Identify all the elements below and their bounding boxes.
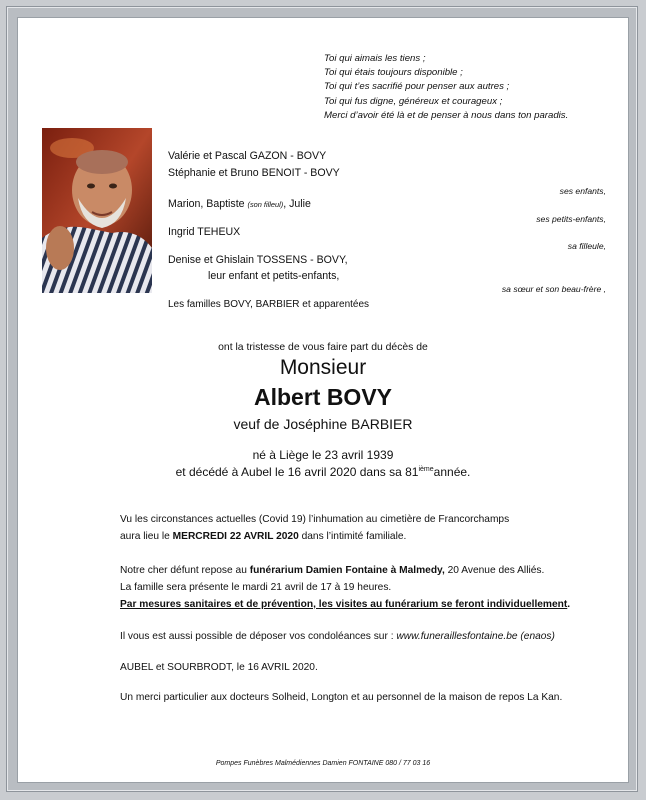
text: Notre cher défunt repose au [120, 565, 250, 576]
family-line: Les familles BOVY, BARBIER et apparentées [168, 299, 370, 310]
text: aura lieu le [120, 531, 173, 542]
death-text-end: année. [433, 465, 471, 479]
poem-line: Toi qui aimais les tiens ; [324, 53, 426, 64]
sanitary-notice-text: Par mesures sanitaires et de prévention, les visites au funérarium se feront individuellement [120, 599, 568, 610]
text: Il vous est aussi possible de déposer vos condoléances sur : [120, 631, 397, 642]
widow-of: veuf de Joséphine BARBIER [233, 416, 413, 432]
poem [324, 52, 568, 123]
funerarium-line [120, 565, 544, 576]
funerarium-name: funérarium Damien Fontaine à Malmedy, [249, 565, 445, 576]
family-line: Stéphanie et Bruno BENOIT - BOVY [168, 167, 340, 179]
window-frame [6, 6, 638, 792]
poem-line: Toi qui t’es sacrifié pour penser aux autres ; [324, 81, 510, 93]
thanks-line: Un merci particulier aux docteurs Solheid, Longton et au personnel de la maison de repos La Kan. [120, 692, 563, 703]
family-names: , Julie [283, 198, 311, 210]
family-note: (son filleul) [247, 200, 284, 209]
visiting-hours: La famille sera présente le mardi 21 avril de 17 à 19 heures. [120, 582, 392, 593]
poem-line: Toi qui fus digne, généreux et courageux ; [324, 95, 503, 107]
relation-label: ses enfants, [559, 186, 606, 196]
death-text: et décédé à Aubel le 16 avril 2020 dans sa 81 [175, 465, 419, 479]
family-line [168, 198, 311, 210]
place-date: AUBEL et SOURBRODT, le 16 AVRIL 2020. [120, 662, 318, 673]
relation-label: sa filleule, [567, 241, 606, 251]
deceased-photo [42, 128, 152, 293]
honorific: Monsieur [279, 356, 367, 379]
intro-text: ont la tristesse de vous faire part du décès de [218, 342, 428, 353]
family-line: leur enfant et petits-enfants, [208, 270, 340, 282]
family-line: Ingrid TEHEUX [168, 226, 241, 238]
text: 20 Avenue des Alliés. [444, 565, 545, 576]
family-line: Valérie et Pascal GAZON - BOVY [168, 150, 327, 162]
ceremony-line: Vu les circonstances actuelles (Covid 19) l’inhumation au cimetière de Francorchamps [120, 514, 510, 525]
ordinal-suffix: ième [418, 466, 434, 473]
ceremony-line [120, 531, 406, 542]
obituary-card [17, 17, 629, 783]
birth-info: né à Liège le 23 avril 1939 [252, 448, 394, 462]
sanitary-notice [120, 599, 570, 610]
funeral-home-footer: Pompes Funèbres Malmédiennes Damien FONTAINE 080 / 77 03 16 [215, 760, 431, 767]
death-info [18, 465, 628, 479]
condolences-url[interactable]: www.funeraillesfontaine.be (enaos) [396, 631, 555, 642]
poem-line: Toi qui étais toujours disponible ; [324, 67, 463, 79]
ceremony-date: MERCREDI 22 AVRIL 2020 [172, 531, 299, 542]
text: dans l’intimité familiale. [298, 531, 407, 542]
condolences-line [120, 631, 555, 642]
relation-label: sa sœur et son beau-frère , [501, 284, 606, 294]
family-line: Denise et Ghislain TOSSENS - BOVY, [168, 254, 348, 266]
poem-line: Merci d’avoir été là et de penser à nous dans ton paradis. [324, 109, 569, 121]
text: . [567, 599, 571, 610]
deceased-name: Albert BOVY [253, 384, 393, 410]
family-names: Marion, Baptiste [168, 198, 248, 210]
relation-label: ses petits-enfants, [536, 214, 606, 224]
